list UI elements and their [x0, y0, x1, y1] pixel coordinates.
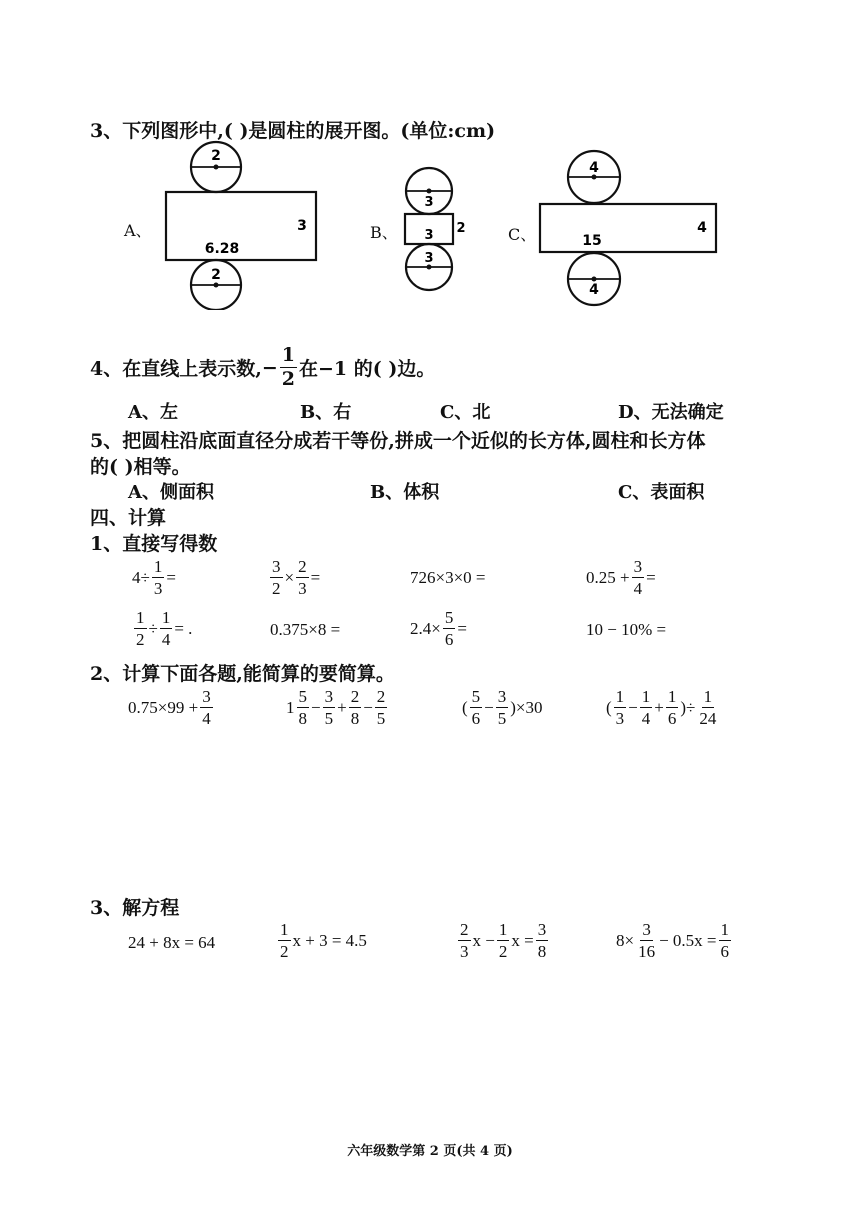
p2-expr-4: ( $\frac{1}{3}$ − $\frac{1}{4}$ + $\frac{1}{6}$ )÷ $\frac{1}{24}$: [606, 687, 717, 728]
question-5-line1: 5、把圆柱沿底面直径分成若干等份,拼成一个近似的长方体,圆柱和长方体: [90, 430, 706, 452]
p2-expr-3: ( $\frac{5}{6}$ − $\frac{3}{5}$ )×30: [462, 687, 543, 728]
net-b: [405, 168, 466, 290]
q5-option-b: B、体积: [370, 482, 440, 503]
q5-option-c: C、表面积: [618, 482, 705, 503]
q4-fraction: $\frac{1}{2}$: [281, 344, 295, 390]
p1-expr-5: $\frac{1}{2}$ ÷ $\frac{1}{4}$ = .: [136, 608, 193, 649]
net-a-label: A、: [124, 221, 152, 240]
p1-expr-3: 726×3×0 =: [410, 568, 486, 587]
net-c-height: 4: [697, 220, 707, 236]
net-b-label: B、: [370, 223, 398, 242]
p3-equation-1: 24 + 8x = 64: [128, 933, 216, 952]
p3-equation-4: 8× $\frac{3}{16}$ − 0.5x = $\frac{1}{6}$: [616, 920, 730, 961]
p1-expr-4: 0.25 + $\frac{3}{4}$ =: [586, 557, 656, 598]
q4-suffix: 在−1 的( )边。: [299, 358, 436, 380]
p2-expr-1: 0.75×99 + $\frac{3}{4}$: [128, 687, 211, 728]
p1-expr-7: 2.4× $\frac{5}{6}$ =: [410, 608, 467, 649]
net-c-label: C、: [508, 225, 537, 244]
q4-option-b: B、右: [300, 402, 352, 423]
p3-equation-3: $\frac{2}{3}$ x − $\frac{1}{2}$ x = $\frac{3}{8}$: [460, 920, 547, 961]
net-c: [540, 151, 716, 305]
p3-equation-2: $\frac{1}{2}$ x + 3 = 4.5: [280, 920, 367, 961]
q4-option-c: C、北: [440, 402, 491, 423]
p1-expr-8: 10 − 10% =: [586, 620, 667, 639]
part-3-title: 3、解方程: [90, 897, 180, 919]
net-a-top-diameter: 2: [211, 148, 221, 164]
p1-expr-1: 4÷ $\frac{1}{3}$ =: [132, 557, 176, 598]
p1-expr-6: 0.375×8 =: [270, 620, 341, 639]
question-4-text: [90, 346, 435, 389]
q5-option-a: A、侧面积: [128, 482, 214, 503]
q4-option-a: A、左: [128, 402, 178, 423]
question-5-line2: 的( )相等。: [90, 456, 191, 478]
net-a: [166, 142, 316, 310]
net-a-bottom-diameter: 2: [211, 267, 221, 283]
section-4-title: 四、计算: [90, 507, 167, 529]
net-a-width: 6.28: [204, 241, 240, 257]
net-b-height: 2: [456, 221, 466, 236]
page-footer: 六年级数学第 2 页(共 4 页): [347, 1144, 513, 1159]
net-b-width: 3: [424, 228, 434, 243]
net-b-bottom-diameter: 3: [424, 251, 434, 266]
q4-minus: −: [261, 356, 278, 379]
p1-expr-2: $\frac{3}{2}$ × $\frac{2}{3}$ =: [272, 557, 321, 598]
q4-option-d: D、无法确定: [618, 402, 724, 423]
part-1-title: 1、直接写得数: [90, 533, 218, 555]
net-b-top-diameter: 3: [424, 195, 434, 210]
net-c-top-diameter: 4: [589, 160, 599, 176]
question-3-text: 3、下列图形中,( )是圆柱的展开图。(单位:cm): [90, 120, 496, 142]
net-c-width: 15: [582, 233, 602, 249]
net-c-bottom-diameter: 4: [589, 282, 599, 298]
part-2-title: 2、计算下面各题,能简算的要简算。: [90, 663, 395, 685]
p2-expr-2: 1 $\frac{5}{8}$ − $\frac{3}{5}$ + $\frac{2}{8}$ − $\frac{2}{5}$: [286, 687, 386, 728]
q4-prefix: 4、在直线上表示数,: [90, 358, 262, 380]
net-a-height: 3: [297, 218, 307, 234]
